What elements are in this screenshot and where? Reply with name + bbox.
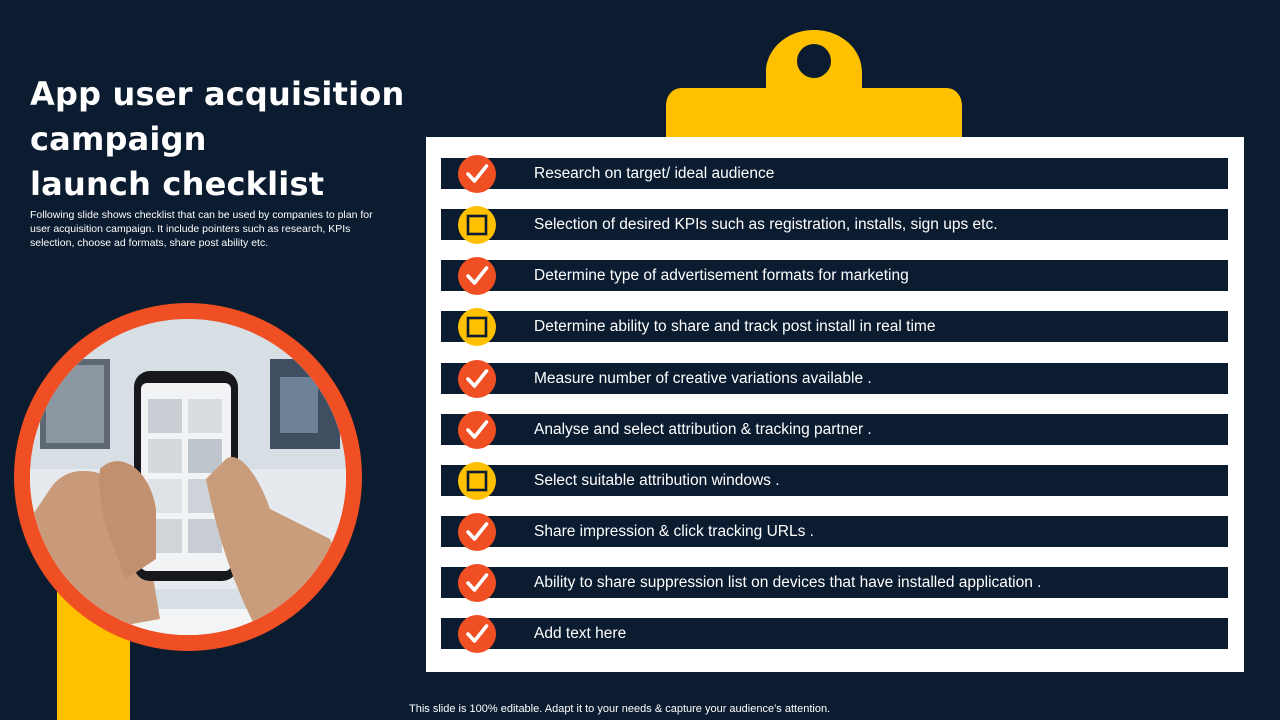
- checklist-item: [441, 516, 1228, 547]
- checklist-item: [441, 363, 1228, 394]
- title-line-3: launch checklist: [30, 165, 325, 203]
- check-icon: [458, 257, 496, 295]
- check-icon: [458, 513, 496, 551]
- empty-box-icon: [458, 462, 496, 500]
- footer-note: This slide is 100% editable. Adapt it to your needs & capture your audience’s attention.: [409, 703, 831, 715]
- checklist-item-text: Share impression & click tracking URLs .: [534, 523, 814, 540]
- slide-description: Following slide shows checklist that can be used by companies to plan for user acquisition campaign. It include pointers such as research, KPIs selection, choose ad formats, share post ability etc.: [30, 209, 373, 249]
- checklist-item-text: Determine type of advertisement formats for marketing: [534, 267, 909, 284]
- checklist-item: [441, 158, 1228, 189]
- checklist-item: [441, 414, 1228, 445]
- check-icon: [458, 411, 496, 449]
- checklist-item-text: Ability to share suppression list on devices that have installed application .: [534, 574, 1042, 591]
- checklist-item-text: Determine ability to share and track post install in real time: [534, 318, 936, 335]
- checklist-item-text: Selection of desired KPIs such as registration, installs, sign ups etc.: [534, 216, 998, 233]
- checklist-item: [441, 465, 1228, 496]
- check-icon: [458, 615, 496, 653]
- checklist-item: [441, 260, 1228, 291]
- checklist-item: [441, 209, 1228, 240]
- title-line-1: App user acquisition: [30, 75, 405, 113]
- checklist-item-text: Add text here: [534, 625, 627, 642]
- checklist-item: [441, 567, 1228, 598]
- title-line-2: campaign: [30, 120, 207, 158]
- empty-box-icon: [458, 308, 496, 346]
- phone-illustration: [30, 319, 346, 635]
- empty-box-icon: [458, 206, 496, 244]
- checklist-item-text: Measure number of creative variations available .: [534, 370, 872, 387]
- check-icon: [458, 155, 496, 193]
- checklist-card: [426, 137, 1244, 672]
- checklist-item-text: Research on target/ ideal audience: [534, 165, 775, 182]
- phone-photo-frame: [14, 303, 362, 651]
- checklist-item: [441, 311, 1228, 342]
- phone-in-hand-image: [30, 319, 346, 635]
- checklist-item-text: Analyse and select attribution & tracking partner .: [534, 421, 872, 438]
- check-icon: [458, 564, 496, 602]
- checklist-item: [441, 618, 1228, 649]
- check-icon: [458, 360, 496, 398]
- checklist-item-text: Select suitable attribution windows .: [534, 472, 780, 489]
- slide-title: [30, 72, 410, 207]
- clipboard-clip: [666, 30, 962, 142]
